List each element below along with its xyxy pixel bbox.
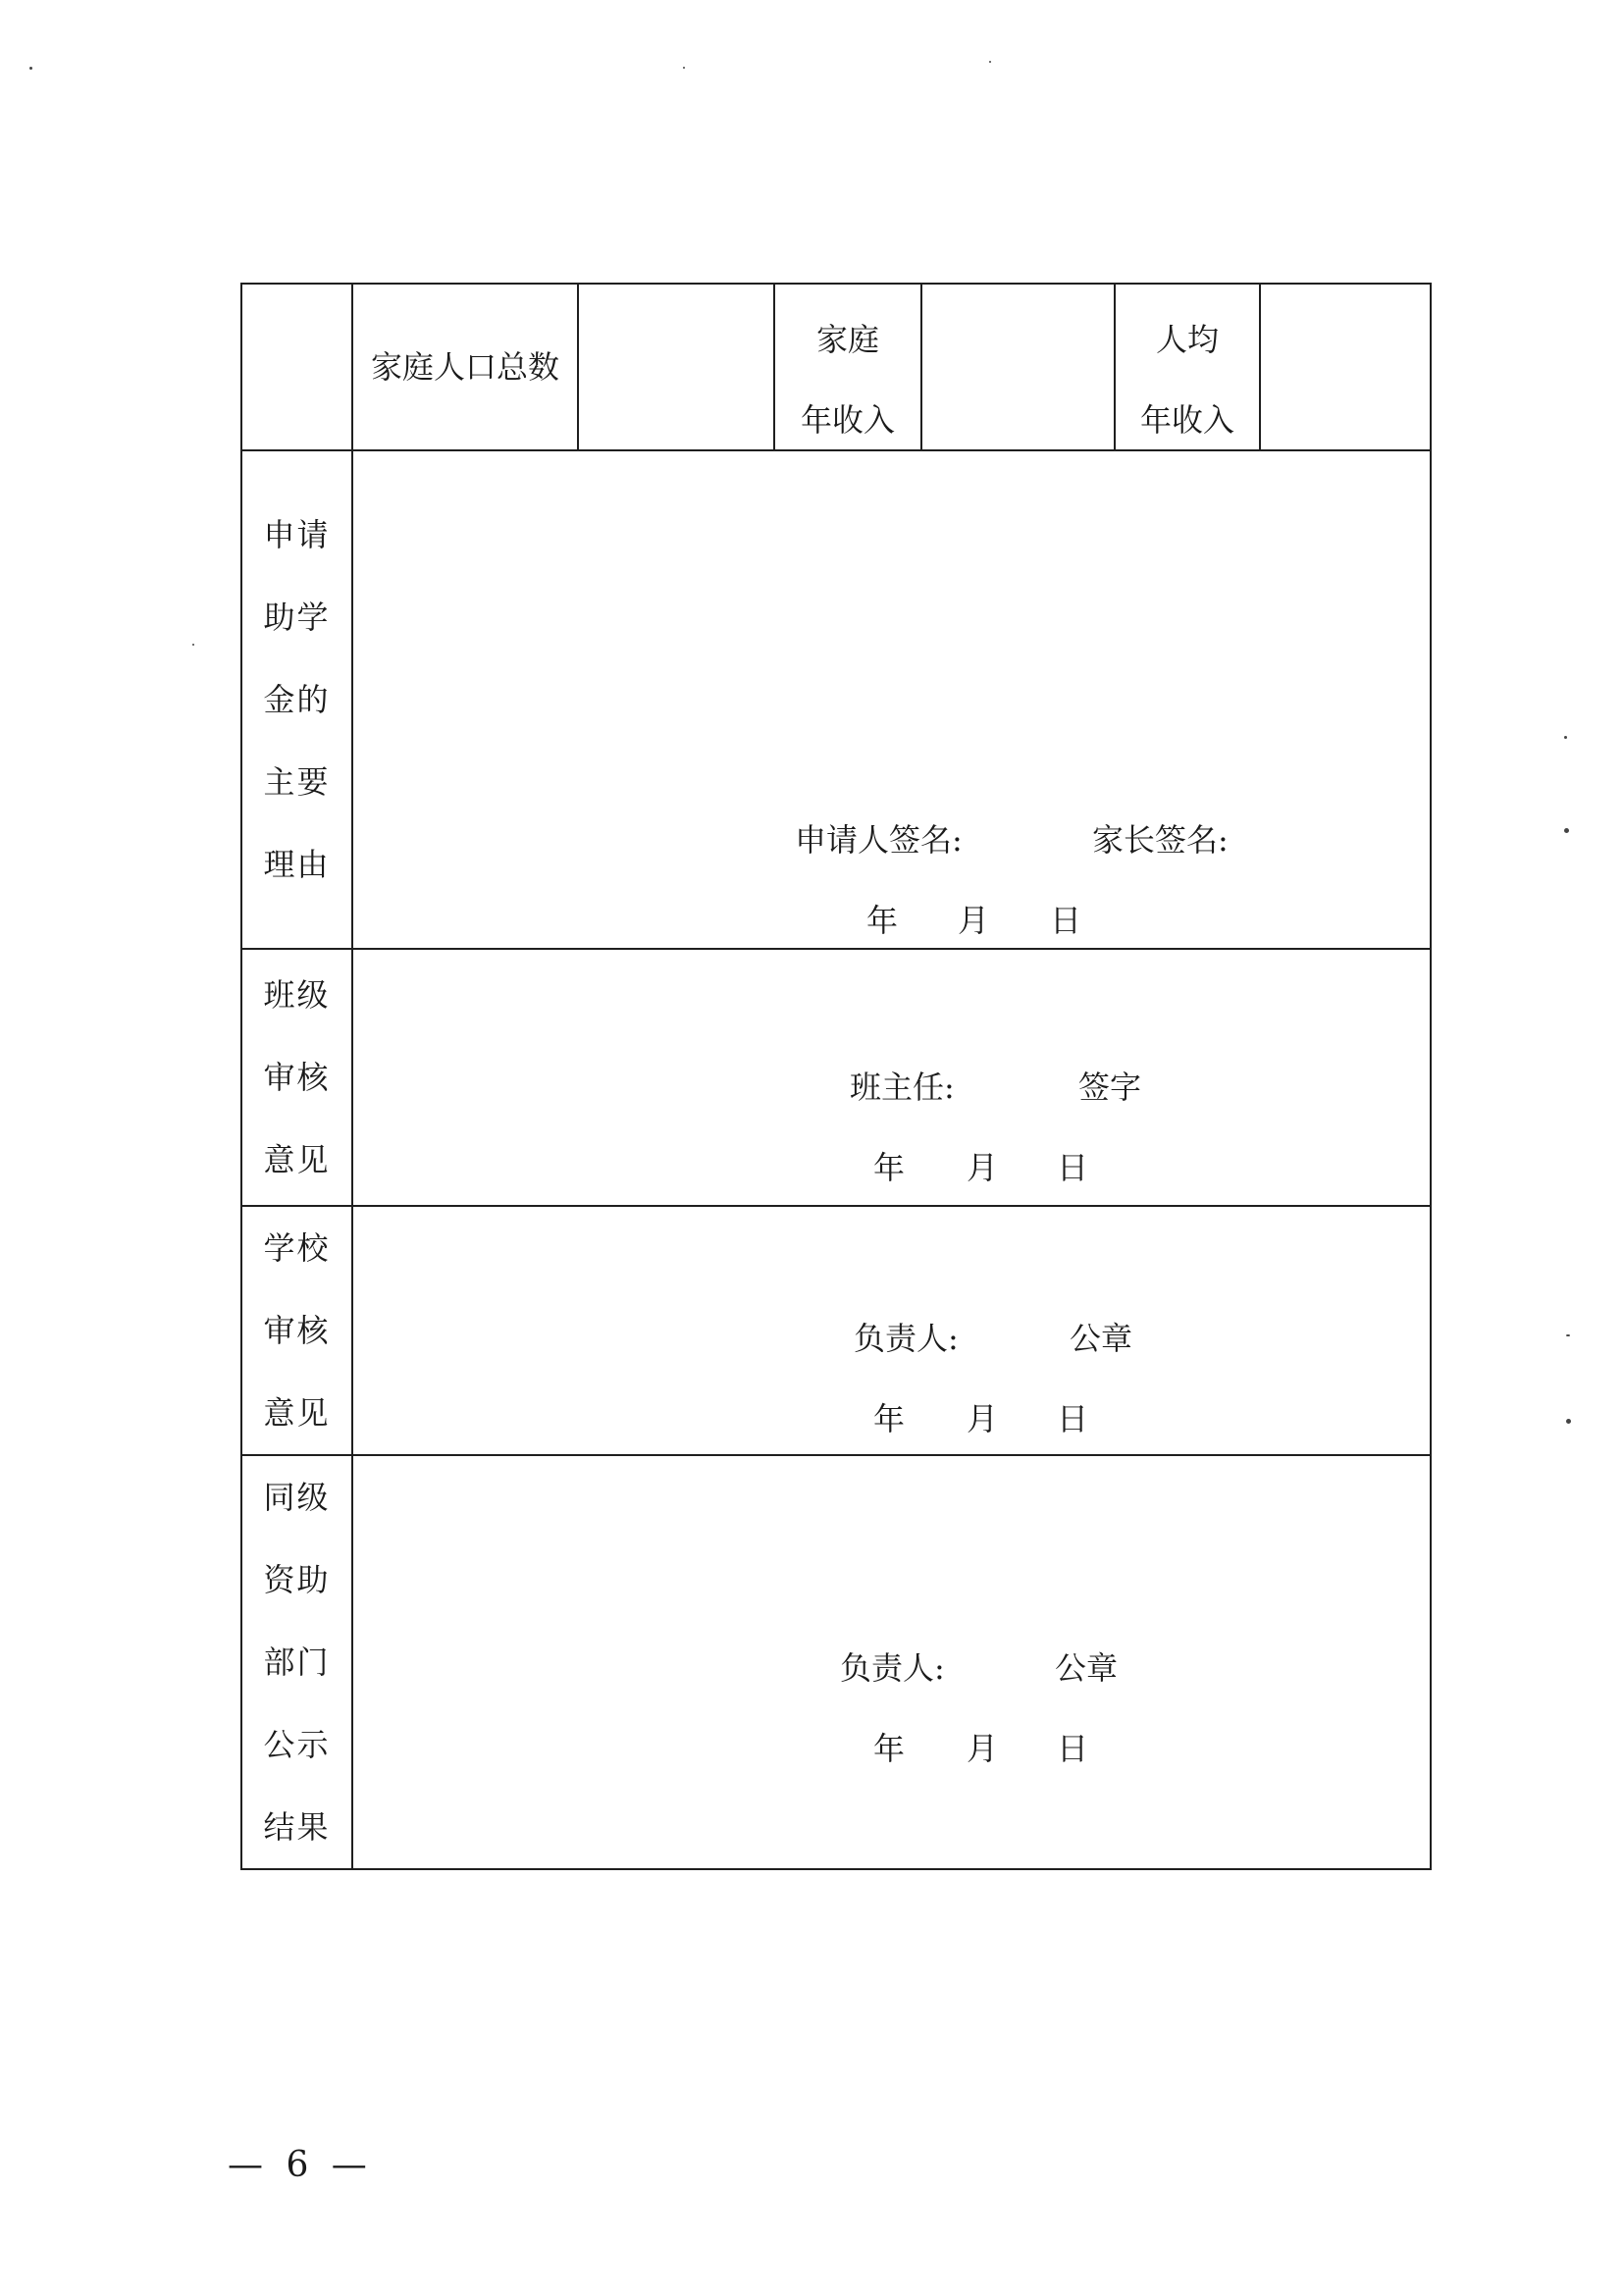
school-date-day: 日 <box>1057 1400 1089 1437</box>
per-capita-income-label-cell <box>1115 284 1260 450</box>
school-person-in-charge-label: 负责人: <box>854 1320 959 1357</box>
funding-date-year: 年 <box>873 1730 906 1767</box>
scan-speck <box>1566 1334 1570 1336</box>
school-review-content-area[interactable] <box>352 1206 1431 1455</box>
reason-date-month: 月 <box>958 902 990 939</box>
scan-speck <box>1564 828 1569 833</box>
funding-dept-label: 同级 资助 部门 公示 结果 <box>263 1479 331 1846</box>
page-number: — 6 — <box>228 2145 373 2185</box>
household-income-label-cell <box>774 284 921 450</box>
funding-dept-label-cell <box>241 1455 352 1869</box>
reason-date-year: 年 <box>866 902 899 939</box>
class-review-row <box>241 949 1431 1206</box>
scan-speck <box>1564 736 1567 739</box>
parent-signature-label: 家长签名: <box>1092 821 1229 859</box>
reason-label-cell <box>241 450 352 949</box>
reason-content-area[interactable] <box>352 450 1431 949</box>
funding-person-in-charge-label: 负责人: <box>840 1649 945 1687</box>
per-capita-income-label-line2: 年收入 <box>1139 401 1234 439</box>
applicant-signature-label: 申请人签名: <box>795 821 963 859</box>
reason-row <box>241 450 1431 949</box>
household-income-label-line1: 家庭 <box>815 321 879 358</box>
school-seal-label: 公章 <box>1070 1320 1133 1357</box>
school-review-label-cell <box>241 1206 352 1455</box>
funding-dept-row <box>241 1455 1431 1869</box>
head-teacher-label: 班主任: <box>850 1069 955 1106</box>
class-review-label: 班级 审核 意见 <box>263 976 331 1178</box>
school-review-row <box>241 1206 1431 1455</box>
funding-dept-content-area[interactable] <box>352 1455 1431 1869</box>
reason-date-day: 日 <box>1050 902 1082 939</box>
household-size-field[interactable] <box>578 284 774 450</box>
household-info-row <box>241 284 1431 450</box>
scan-speck <box>989 61 991 63</box>
scan-speck <box>683 67 685 69</box>
class-date-month: 月 <box>967 1149 999 1186</box>
household-size-label-cell <box>352 284 578 450</box>
class-signature-label: 签字 <box>1078 1069 1142 1106</box>
blank-corner-cell <box>241 284 352 450</box>
household-size-label: 家庭人口总数 <box>370 348 559 386</box>
grant-application-form-table <box>240 283 1432 1870</box>
funding-date-month: 月 <box>967 1730 999 1767</box>
funding-date-day: 日 <box>1057 1730 1089 1767</box>
household-income-label-line2: 年收入 <box>800 401 895 439</box>
scan-speck <box>192 644 194 646</box>
class-review-label-cell <box>241 949 352 1206</box>
per-capita-income-field[interactable] <box>1260 284 1431 450</box>
scan-speck <box>29 67 32 70</box>
reason-label: 申请 助学 金的 主要 理由 <box>263 516 331 883</box>
school-date-month: 月 <box>967 1400 999 1437</box>
scan-speck <box>1566 1419 1571 1424</box>
household-income-field[interactable] <box>921 284 1115 450</box>
school-date-year: 年 <box>873 1400 906 1437</box>
class-date-day: 日 <box>1057 1149 1089 1186</box>
funding-seal-label: 公章 <box>1055 1649 1119 1687</box>
class-date-year: 年 <box>873 1149 906 1186</box>
school-review-label: 学校 审核 意见 <box>263 1229 331 1432</box>
per-capita-income-label-line1: 人均 <box>1155 321 1219 358</box>
class-review-content-area[interactable] <box>352 949 1431 1206</box>
